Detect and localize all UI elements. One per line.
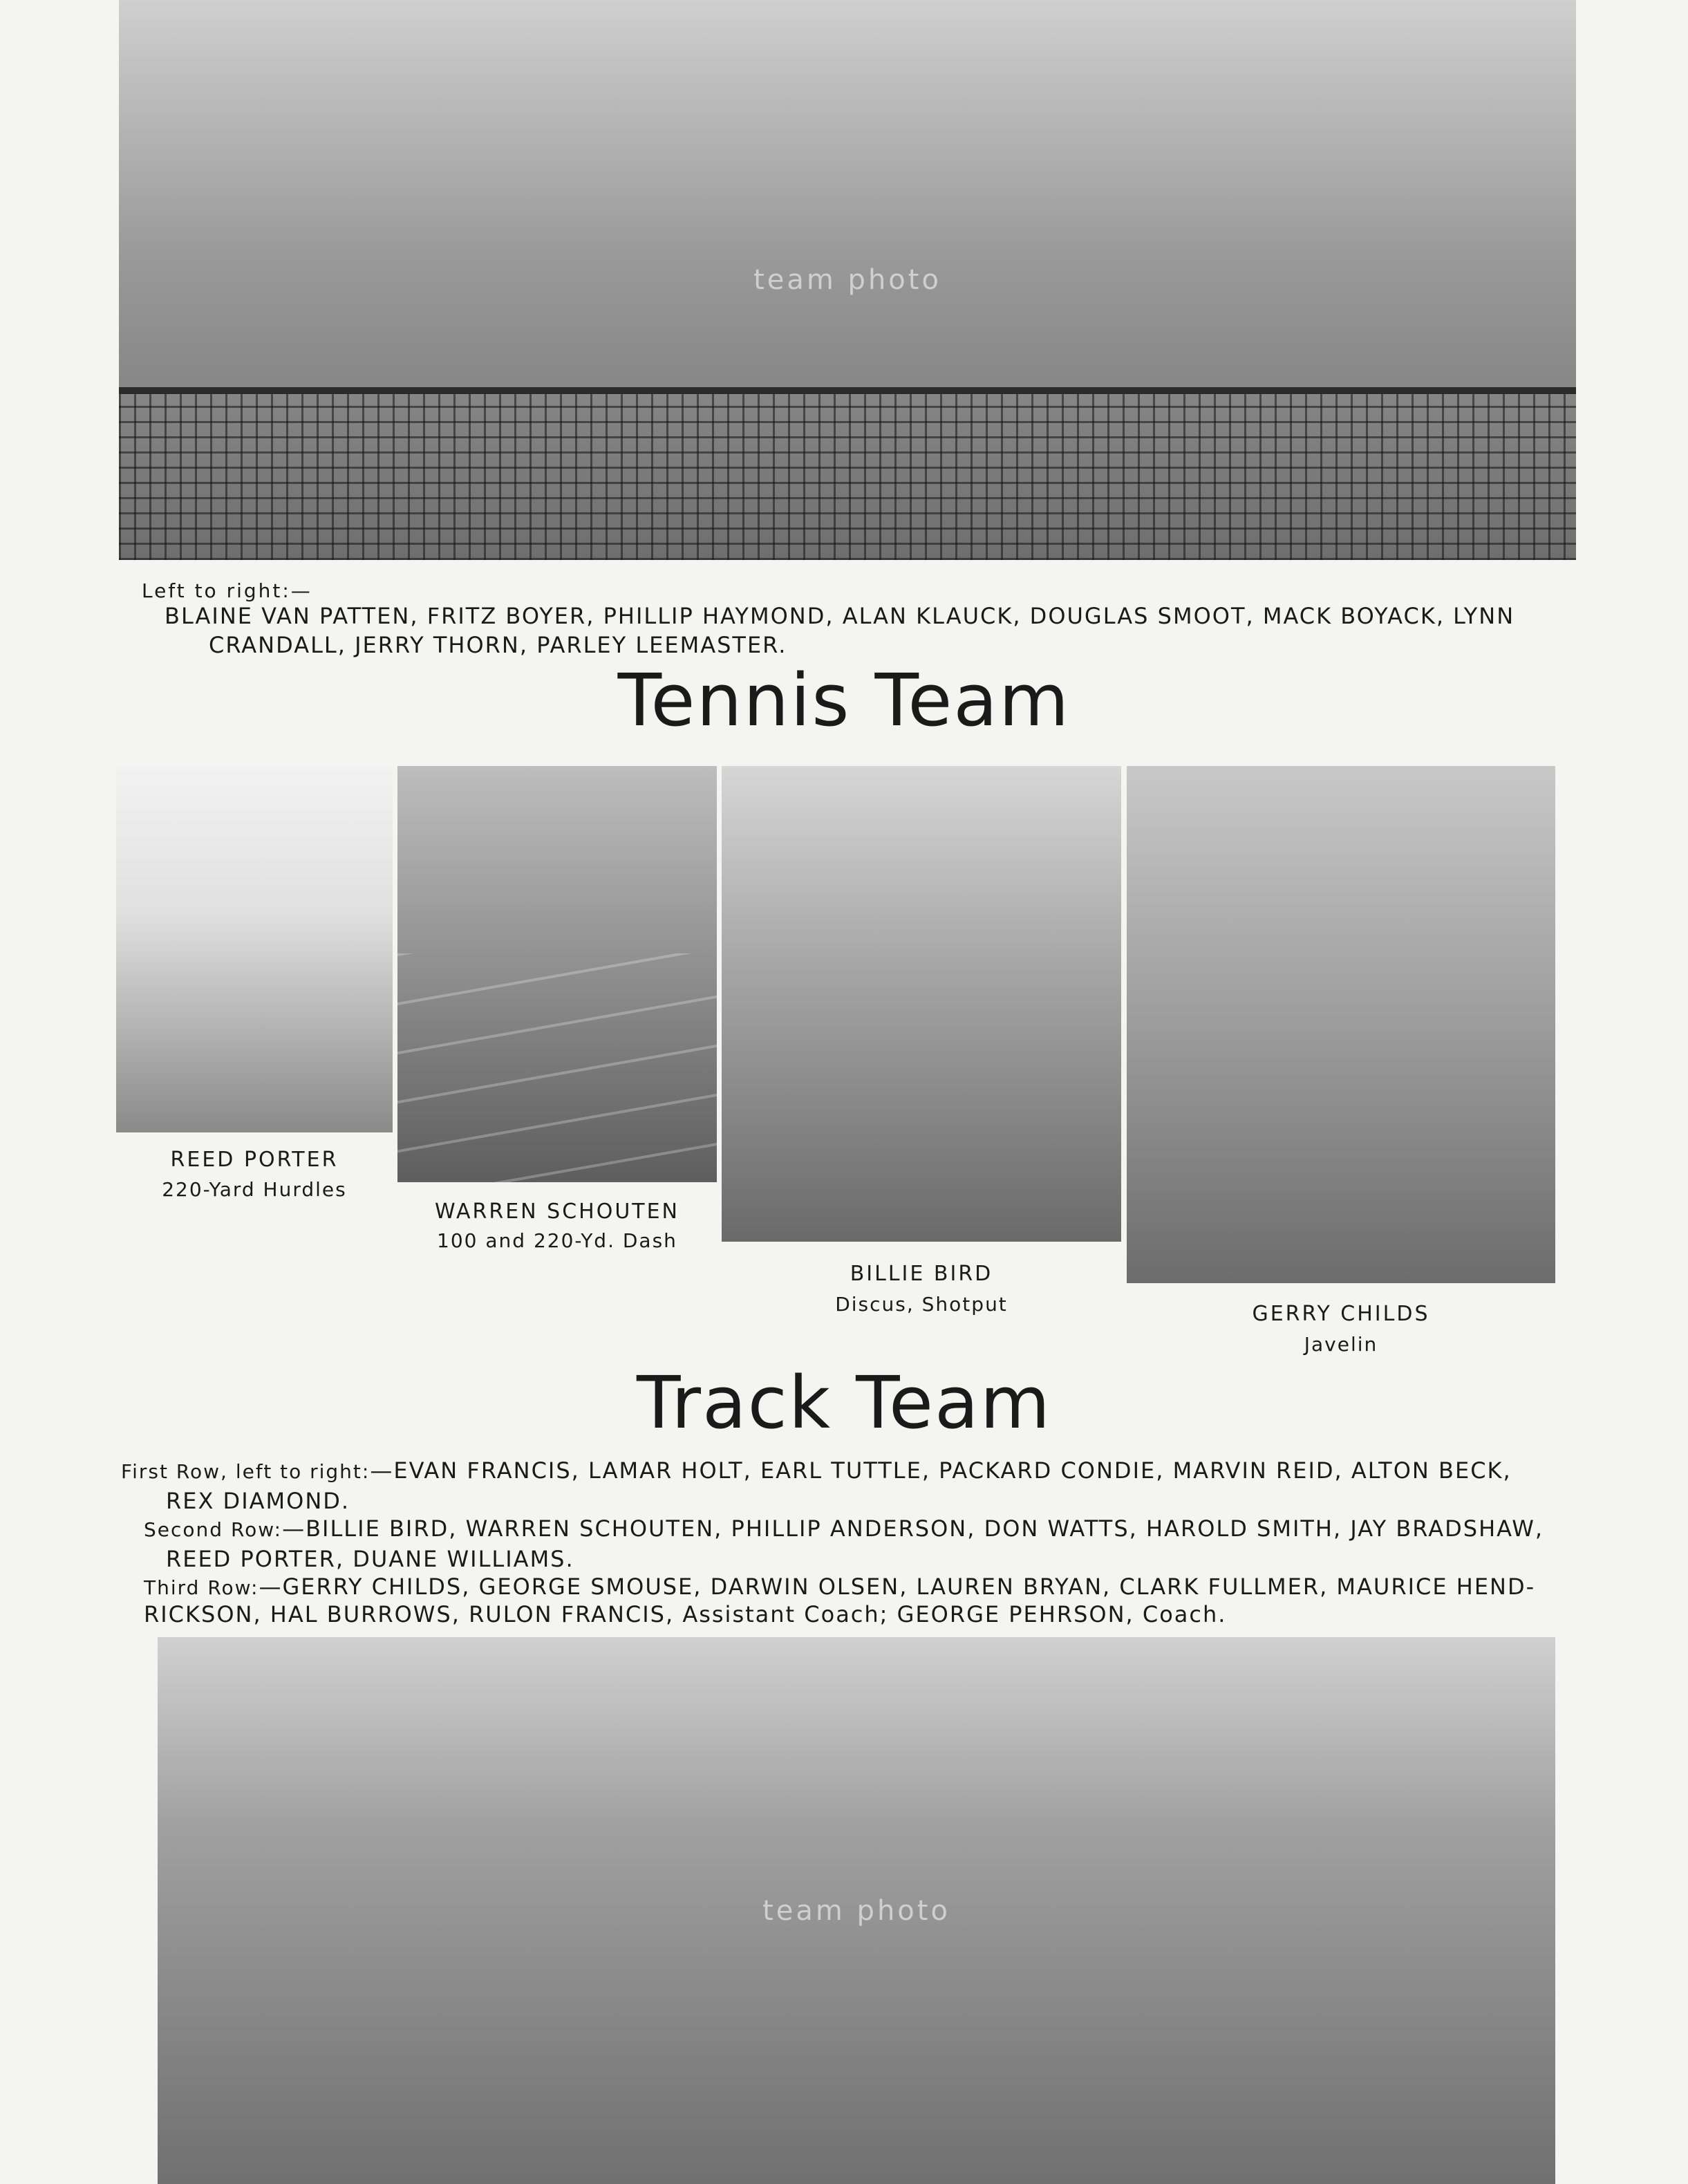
tennis-photo-label: team photo bbox=[753, 264, 941, 296]
roster-second-row-names: —BILLIE BIRD, WARREN SCHOUTEN, PHILLIP ANDERSON, DON WATTS, HAROLD SMITH, JAY BRADSHAW, bbox=[282, 1515, 1544, 1542]
roster-first-row-line-1 bbox=[121, 1457, 1512, 1484]
athlete-name-reed-porter: REED PORTER bbox=[170, 1148, 339, 1172]
athlete-name-gerry-childs: GERRY CHILDS bbox=[1252, 1302, 1430, 1326]
roster-second-row-line-1 bbox=[144, 1515, 1544, 1542]
roster-first-row-line-2: REX DIAMOND. bbox=[166, 1488, 350, 1514]
track-photo-label: team photo bbox=[762, 1894, 950, 1927]
athlete-name-warren-schouten: WARREN SCHOUTEN bbox=[434, 1200, 679, 1224]
tennis-caption-line-2: CRANDALL, JERRY THORN, PARLEY LEEMASTER. bbox=[209, 632, 787, 658]
tennis-team-photo bbox=[119, 0, 1576, 560]
athlete-event-warren-schouten: 100 and 220-Yd. Dash bbox=[437, 1229, 677, 1252]
track-lines bbox=[397, 953, 717, 1182]
athlete-photo-reed-porter bbox=[116, 766, 393, 1132]
roster-first-row-names: —EVAN FRANCIS, LAMAR HOLT, EARL TUTTLE, PACKARD CONDIE, MARVIN REID, ALTON BECK, bbox=[370, 1457, 1512, 1484]
tennis-caption-lead: Left to right:— bbox=[142, 579, 312, 602]
athlete-photo-billie-bird bbox=[722, 766, 1121, 1242]
roster-third-row-label: Third Row: bbox=[144, 1576, 259, 1599]
roster-first-row-label: First Row, left to right: bbox=[121, 1460, 371, 1483]
athlete-event-billie-bird: Discus, Shotput bbox=[835, 1293, 1008, 1316]
track-team-photo bbox=[158, 1637, 1555, 2184]
tennis-team-title: Tennis Team bbox=[617, 658, 1071, 743]
athlete-event-gerry-childs: Javelin bbox=[1304, 1333, 1378, 1356]
roster-third-row-names: —GERRY CHILDS, GEORGE SMOUSE, DARWIN OLSEN, LAUREN BRYAN, CLARK FULLMER, MAURICE HEND- bbox=[259, 1574, 1536, 1600]
roster-third-row-line-2: RICKSON, HAL BURROWS, RULON FRANCIS, Assistant Coach; GEORGE PEHRSON, Coach. bbox=[144, 1601, 1227, 1627]
athlete-name-billie-bird: BILLIE BIRD bbox=[850, 1262, 993, 1286]
athlete-event-reed-porter: 220-Yard Hurdles bbox=[162, 1178, 347, 1201]
roster-second-row-line-2: REED PORTER, DUANE WILLIAMS. bbox=[166, 1546, 574, 1572]
roster-second-row-label: Second Row: bbox=[144, 1518, 283, 1541]
tennis-caption-line-1: BLAINE VAN PATTEN, FRITZ BOYER, PHILLIP HAYMOND, ALAN KLAUCK, DOUGLAS SMOOT, MACK BOYACK, LYNN bbox=[165, 603, 1515, 629]
athlete-photo-gerry-childs bbox=[1127, 766, 1555, 1283]
roster-third-row-line-1 bbox=[144, 1574, 1535, 1600]
track-team-title: Track Team bbox=[636, 1361, 1052, 1445]
athlete-photo-warren-schouten bbox=[397, 766, 717, 1182]
tennis-net bbox=[119, 387, 1576, 560]
